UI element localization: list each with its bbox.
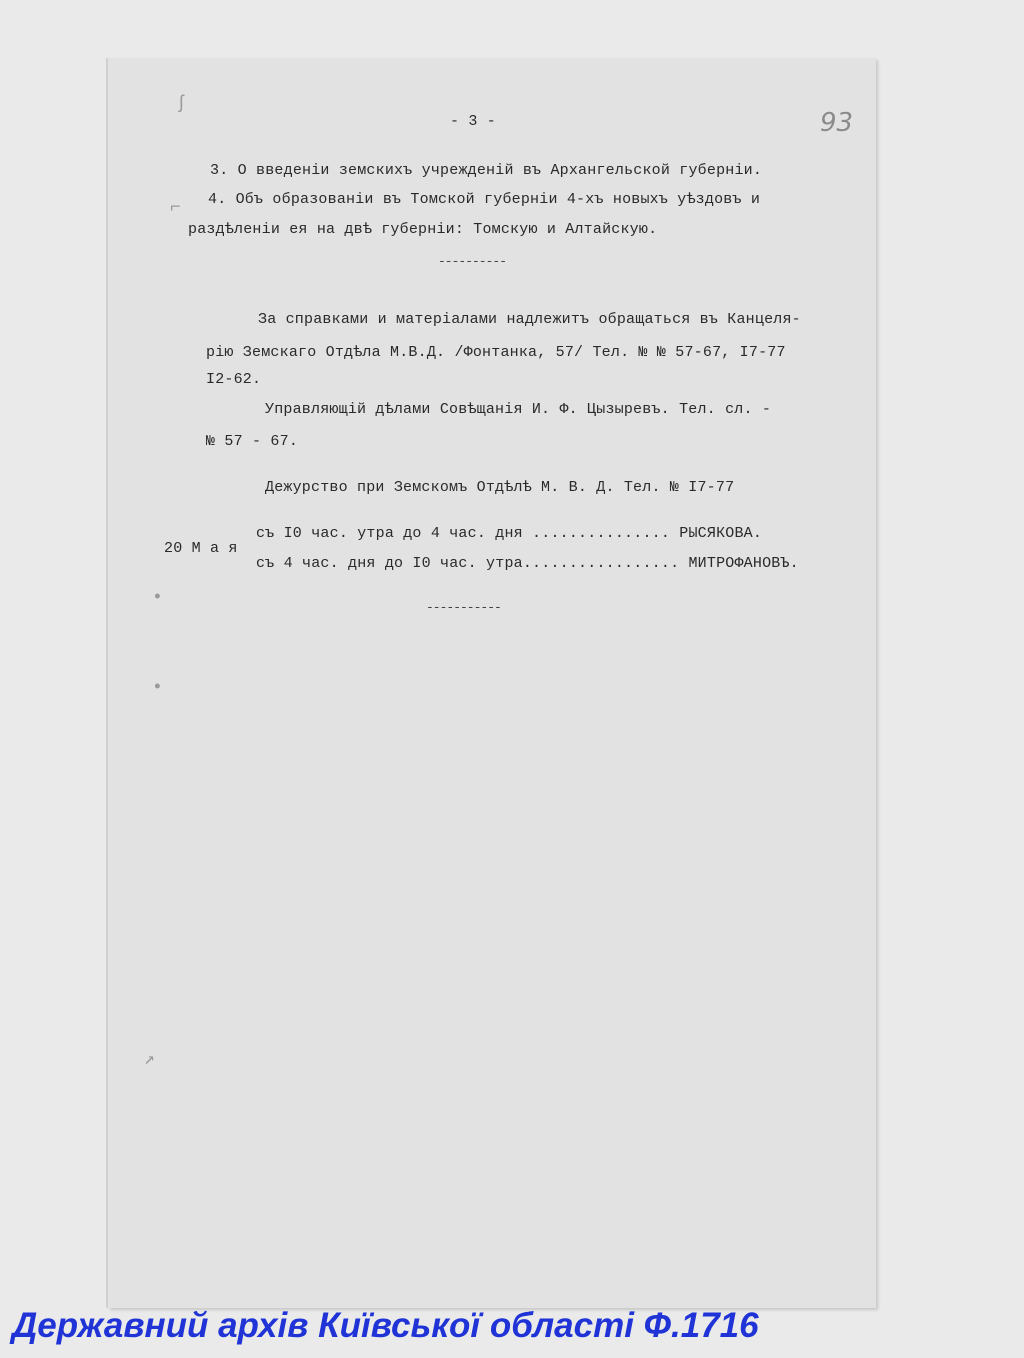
binding-mark: ↗: [144, 1050, 155, 1070]
duty-date: 20 М а я: [164, 540, 238, 557]
inquiries-line-1: За справками и матеріалами надлежитъ обращаться въ Канцеля-: [258, 311, 801, 328]
agenda-item-4-line-2: раздѣленіи ея на двѣ губерніи: Томскую и Алтайскую.: [188, 221, 658, 238]
duty-shift-1: съ I0 час. утра до 4 час. дня ............... РЫСЯКОВА.: [256, 525, 763, 542]
page-number: - 3 -: [450, 113, 497, 130]
archive-folio-number: 93: [820, 108, 854, 138]
inquiries-line-3: I2-62.: [206, 371, 262, 388]
separator-line: -----------: [426, 600, 501, 615]
binding-mark: •: [152, 588, 163, 608]
inquiries-line-2: рію Земскаго Отдѣла М.В.Д. /Фонтанка, 57/ Тел. № № 57-67, I7-77: [206, 344, 786, 361]
agenda-item-3: 3. О введеніи земскихъ учрежденій въ Архангельской губерніи.: [210, 162, 763, 179]
document-sheet: [108, 58, 876, 1308]
binding-mark: ⌐: [170, 198, 181, 218]
agenda-item-4-line-1: 4. Объ образованіи въ Томской губерніи 4-хъ новыхъ уѣздовъ и: [208, 191, 761, 208]
duty-shift-2: съ 4 час. дня до I0 час. утра................. МИТРОФАНОВЪ.: [256, 555, 799, 572]
binding-mark: ʃ: [176, 94, 187, 114]
manager-line-2: № 57 - 67.: [206, 433, 299, 450]
duty-header: Дежурство при Земскомъ Отдѣлѣ М. В. Д. Тел. № I7-77: [265, 479, 735, 496]
binding-mark: •: [152, 678, 163, 698]
separator-line: ----------: [438, 254, 507, 269]
manager-line-1: Управляющій дѣлами Совѣщанія И. Ф. Цызыревъ. Тел. сл. -: [265, 401, 772, 418]
archive-watermark-label: Державний архів Київської області Ф.1716: [12, 1306, 759, 1345]
